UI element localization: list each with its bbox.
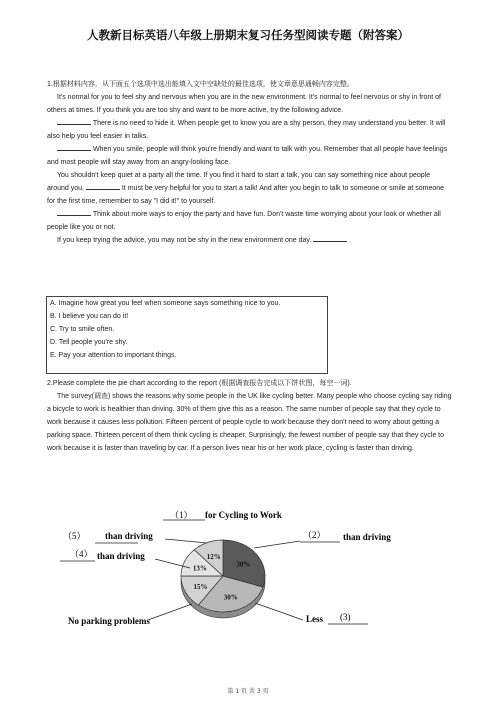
q1-para-5: Think about more ways to enjoy the party and have fun. Don't waste time worrying about your look or whether all people like you or not. (47, 211, 441, 231)
option-c: C. Try to smile often. (50, 326, 115, 333)
answer-blank[interactable] (86, 183, 120, 190)
q2-instruction: 2.Please complete the pie chart according to the report (根据调查报告完成以下饼状图，每空一词). (47, 380, 352, 387)
blank-3-label: (3) (340, 612, 351, 622)
answer-blank[interactable] (57, 118, 91, 125)
answer-blank[interactable] (57, 209, 91, 216)
q1-para-3: When you smile, people will think you're friendly and want to talk with you. Remember that all people have feelings and most people will stay away from an angry-looking face. (47, 146, 448, 166)
q1-para-6: If you keep trying the advice, you may not be shy in the new environment one day. (47, 234, 452, 247)
pie-slices (181, 540, 265, 618)
callout-5-leader (165, 539, 207, 543)
callout-4-text: than driving (97, 551, 145, 561)
q1-instruction: 1.根据材料内容，从下面五个选项中选出能填入文中空缺处的最佳选项，使文章意思通畅内容完整。 (47, 81, 354, 88)
option-a: A. Imagine how great you feel when someone says something nice to you. (50, 300, 281, 307)
q2-para-1: The survey(调查) shows the reasons why some people in the UK like cycling better. Many people who choose cycling say riding a bicycle to work is healthier than driving. 30% of them give this as a reason. The same number of people say that they cycle to work because it causes less pollution. Fifteen percent of people cycle to work because they don't need to worry about getting a parking space. Thirteen percent of them think cycling is cheaper. Surprisingly, the fewest number of people say that they cycle to work because it is faster than traveling by car. If a person lives near his or her work place, cycling is faster than driving. (47, 393, 452, 452)
callout-parking-leader (148, 604, 192, 620)
options-box (46, 296, 328, 374)
page-footer: 第 1 页 共 3 页 (227, 688, 269, 695)
chart-title-blank: （1） (170, 510, 193, 520)
callout-less-leader (255, 603, 303, 620)
q1-para-4: You shouldn't keep quiet at a party all the time. If you find it hard to start a talk, you can say something nice about people around you. It must be very helpful for you to start a talk! And after you begin to talk to someone or smile at someone for the first time, remember to say "I did it!" to yourself. (47, 172, 445, 205)
q1-para-1: It's normal for you to feel shy and nervous when you are in the new environment. It's normal to feel nervous or shy in front of others at times. If you think you are too shy and want to be more active, try the following advice. (47, 94, 441, 114)
blank-4-label: （4） (70, 549, 93, 559)
question-1-text (47, 78, 452, 247)
blank-2-label: （2） (303, 530, 326, 540)
option-e: E. Pay your attention to important things. (50, 352, 177, 359)
pie-label-2: 30% (223, 593, 238, 602)
question-2-text (47, 377, 452, 455)
option-d: D. Tell people you're shy. (50, 339, 128, 346)
pie-label-3: 15% (193, 582, 208, 591)
chart-title: for Cycling to Work (205, 510, 282, 520)
callout-less: Less (306, 614, 324, 624)
q1-para-2: There is no need to hide it. When people get to know you are a shy person, they may understand you better. It will also help you feel easier in talks. (47, 120, 446, 140)
page-title: 人教新目标英语八年级上册期末复习任务型阅读专题（附答案） (87, 28, 409, 42)
callout-no-parking: No parking problems (68, 616, 150, 626)
option-b: B. I believe you can do it! (50, 313, 129, 320)
blank-5-label: （5） (63, 531, 86, 541)
callout-5-text: than driving (105, 531, 153, 541)
callout-2-text: than driving (343, 532, 391, 542)
pie-chart (0, 498, 496, 648)
pie-label-5: 12% (206, 552, 221, 561)
callout-2-leader (254, 541, 300, 548)
pie-label-1: 30% (236, 560, 251, 569)
answer-blank[interactable] (313, 235, 347, 242)
answer-blank[interactable] (57, 144, 91, 151)
pie-label-4: 13% (192, 564, 207, 573)
